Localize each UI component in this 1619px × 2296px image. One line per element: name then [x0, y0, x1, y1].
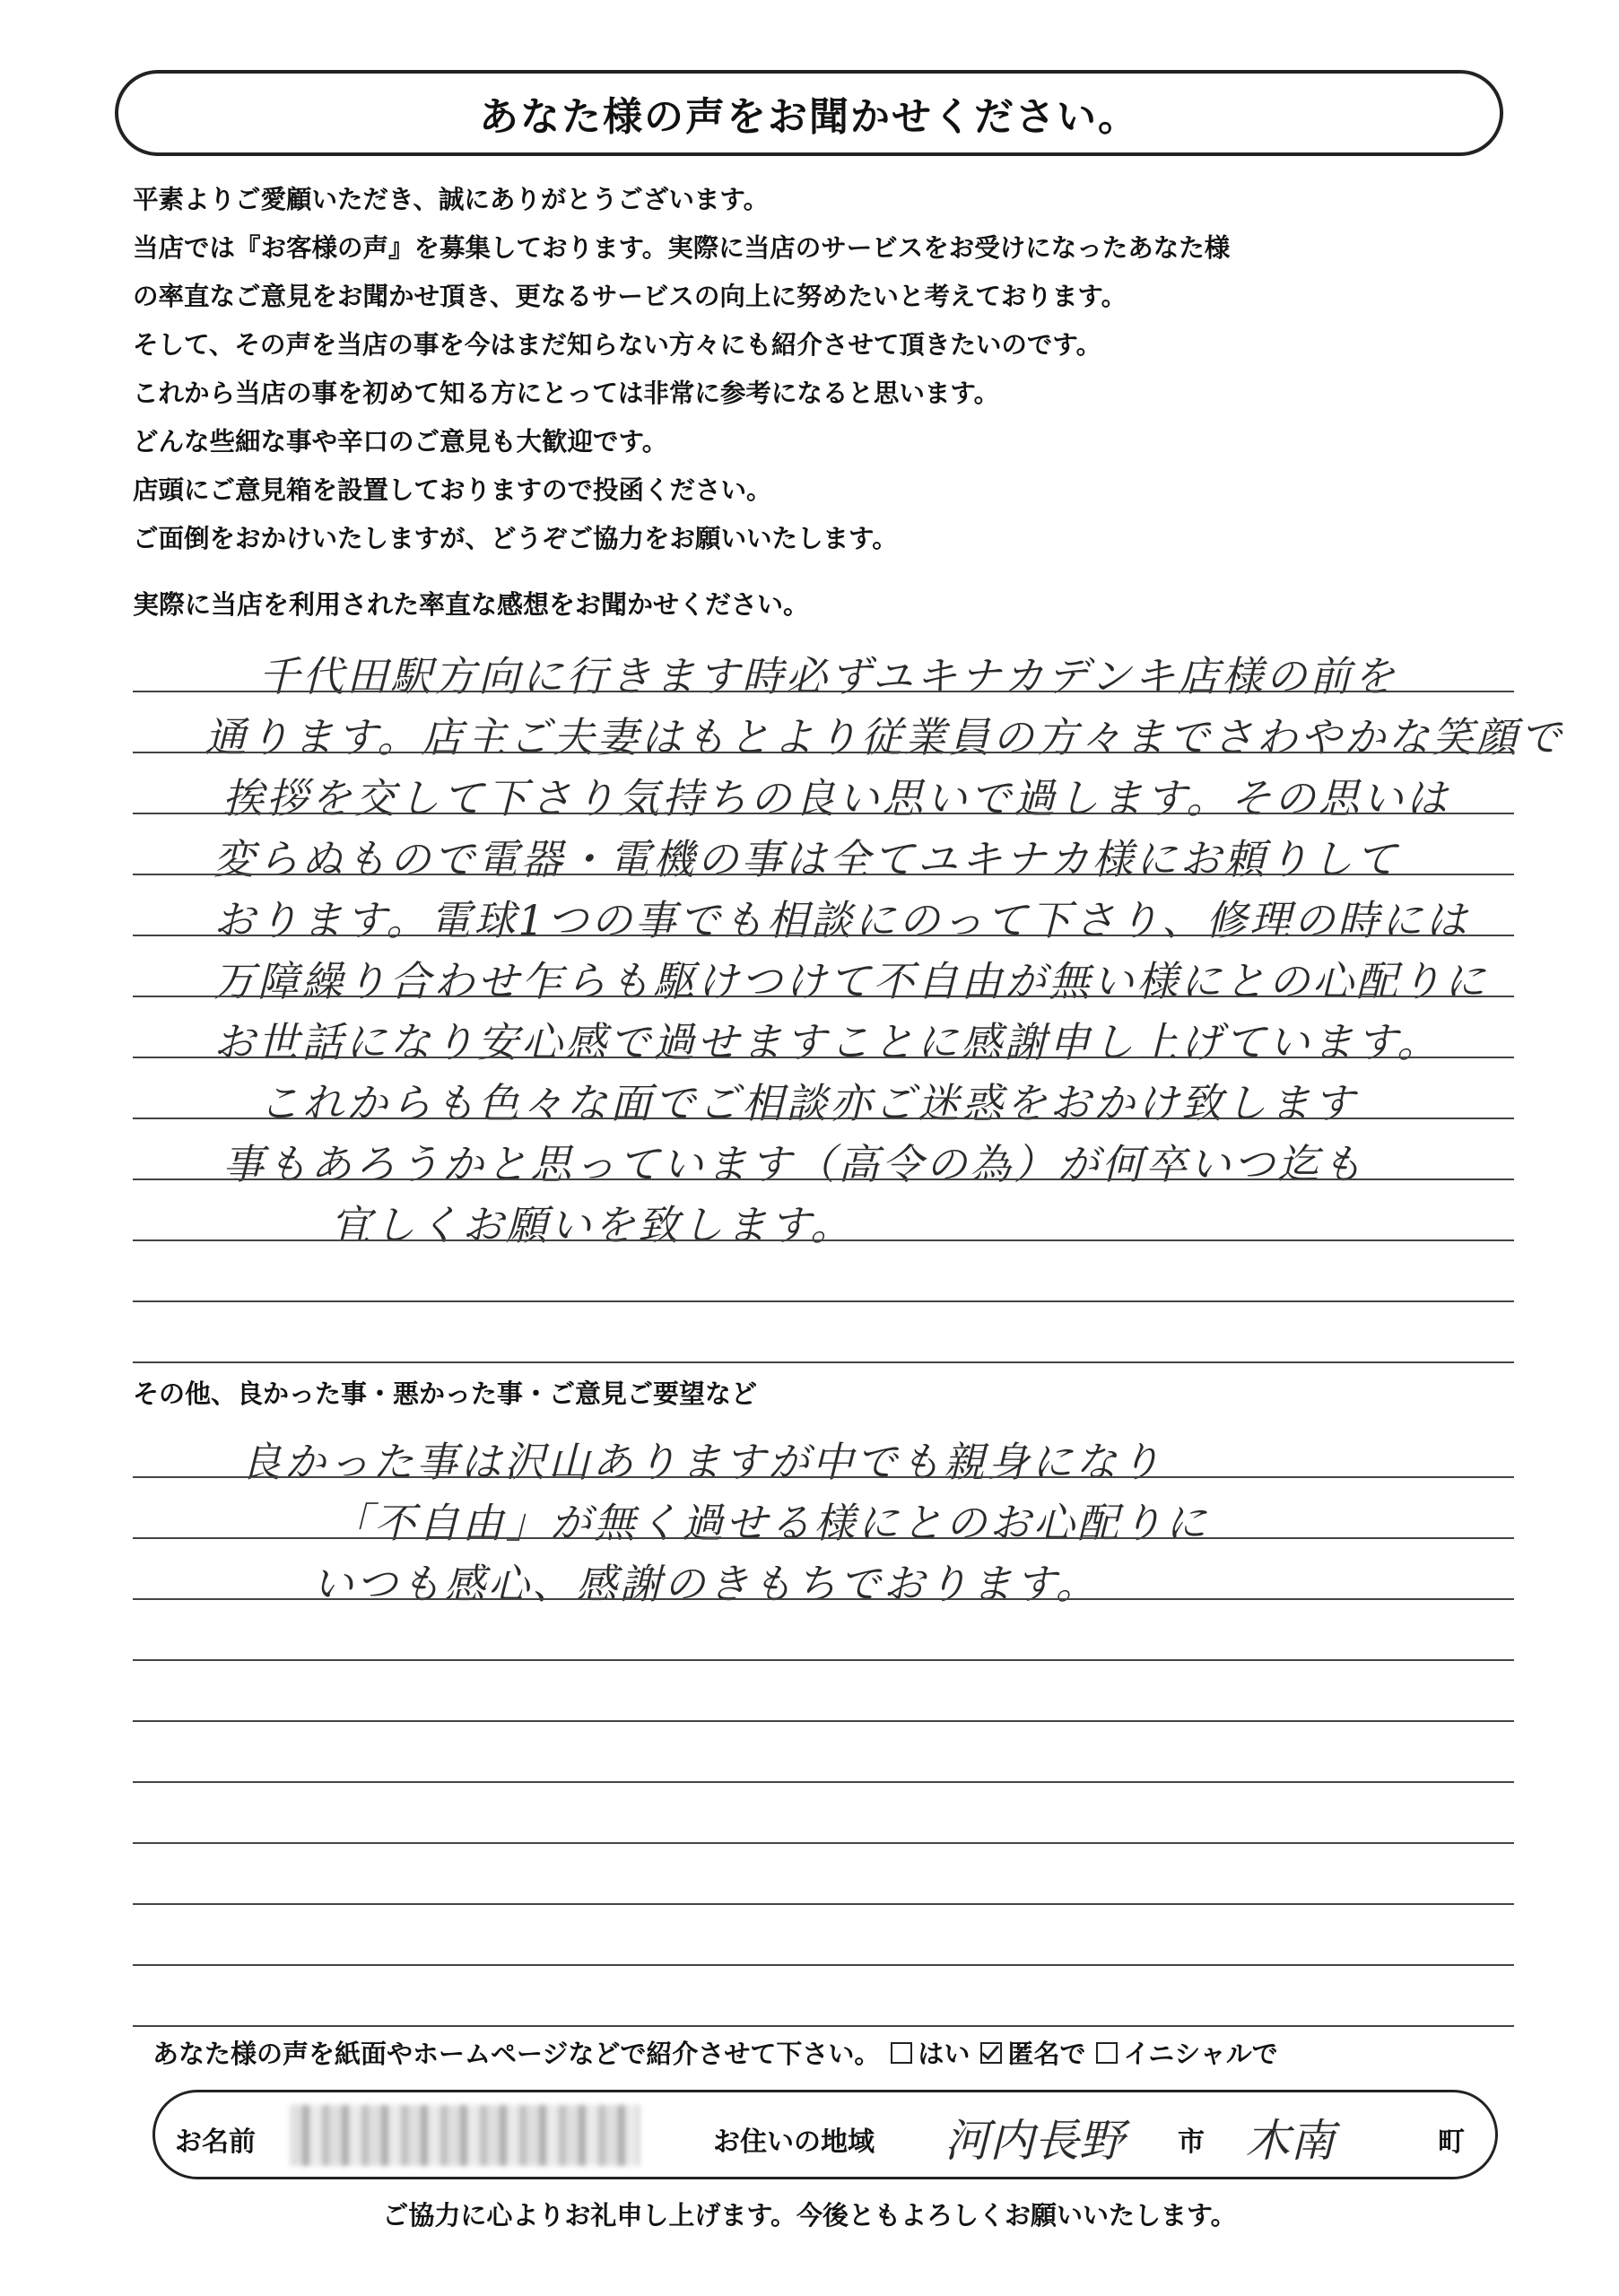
- handwritten-line: 挨拶を交して下さり気持ちの良い思いで過します。その思いは: [222, 774, 1450, 822]
- handwritten-line: 通ります。店主ご夫妻はもとより従業員の方々までさわやかな笑顔で: [205, 713, 1564, 761]
- city-value[interactable]: 河内長野: [944, 2115, 1124, 2167]
- handwritten-line: 宜しくお願いを致します。: [330, 1201, 855, 1249]
- section2-writing-area: [133, 1417, 1514, 2027]
- intro-line: ご面倒をおかけいたしますが、どうぞご協力をお願いいたします。: [133, 524, 898, 553]
- ruled-line: [133, 1300, 1514, 1302]
- info-box: [152, 2090, 1498, 2179]
- town-suffix: 町: [1438, 2126, 1465, 2158]
- handwritten-line: お世話になり安心感で過せますことに感謝申し上げています。: [213, 1018, 1441, 1066]
- consent-text: あなた様の声を紙面やホームページなどで紹介させて下さい。: [152, 2039, 881, 2069]
- ruled-line: [133, 1598, 1514, 1600]
- ruled-line: [133, 1903, 1514, 1905]
- city-suffix: 市: [1178, 2126, 1205, 2158]
- area-label: お住いの地域: [713, 2126, 875, 2158]
- ruled-line: [133, 874, 1514, 875]
- handwritten-line: 万障繰り合わせ乍らも駆けつけて不自由が無い様にとの心配りに: [213, 957, 1488, 1005]
- town-value[interactable]: 木南: [1245, 2115, 1335, 2167]
- ruled-line: [133, 2025, 1514, 2027]
- intro-line: 当店では『お客様の声』を募集しております。実際に当店のサービスをお受けになったあなた様: [133, 233, 1231, 263]
- ruled-line: [133, 1239, 1514, 1241]
- intro-line: これから当店の事を初めて知る方にとっては非常に参考になると思います。: [133, 378, 1000, 408]
- ruled-line: [133, 1476, 1514, 1478]
- ruled-line: [133, 1537, 1514, 1539]
- checkbox-yes[interactable]: [891, 2042, 912, 2064]
- intro-text: [133, 176, 1514, 563]
- ruled-line: [133, 1178, 1514, 1180]
- handwritten-line: おります。電球1つの事でも相談にのって下さり、修理の時には: [213, 896, 1470, 944]
- ruled-line: [133, 1964, 1514, 1966]
- ruled-line: [133, 752, 1514, 753]
- section2-label: その他、良かった事・悪かった事・ご意見ご要望など: [133, 1378, 758, 1409]
- option-initials-label: イニシャルで: [1123, 2039, 1278, 2069]
- handwritten-line: 千代田駅方向に行きます時必ずユキナカデンキ店様の前を: [258, 652, 1397, 700]
- ruled-line: [133, 1842, 1514, 1844]
- handwritten-line: 「不自由」が無く過せる様にとのお心配りに: [330, 1499, 1209, 1547]
- checkbox-initials[interactable]: [1096, 2042, 1118, 2064]
- consent-row: [152, 2034, 1278, 2071]
- ruled-line: [133, 935, 1514, 936]
- section1-label: 実際に当店を利用された率直な感想をお聞かせください。: [133, 589, 810, 620]
- ruled-line: [133, 996, 1514, 997]
- ruled-line: [133, 1781, 1514, 1783]
- page-title: あなた様の声をお聞かせください。: [115, 70, 1503, 156]
- intro-line: 平素よりご愛顧いただき、誠にありがとうございます。: [133, 185, 770, 214]
- ruled-line: [133, 1118, 1514, 1119]
- intro-line: そして、その声を当店の事を今はまだ知らない方々にも紹介させて頂きたいのです。: [133, 330, 1102, 360]
- handwritten-line: 変らぬもので電器・電機の事は全てユキナカ様にお頼りして: [213, 835, 1400, 883]
- handwritten-line: 事もあろうかと思っています（高令の為）が何卒いつ迄も: [222, 1140, 1365, 1188]
- ruled-line: [133, 691, 1514, 692]
- ruled-line: [133, 1720, 1514, 1722]
- handwritten-line: これからも色々な面でご相談亦ご迷惑をおかけ致します: [258, 1079, 1357, 1127]
- intro-line: の率直なご意見をお聞かせ頂き、更なるサービスの向上に努めたいと考えております。: [133, 282, 1127, 311]
- option-anonymous-label: 匿名で: [1007, 2039, 1086, 2069]
- option-yes-label: はい: [918, 2039, 971, 2069]
- footer-text: ご協力に心よりお礼申し上げます。今後ともよろしくお願いいたします。: [382, 2200, 1237, 2231]
- ruled-line: [133, 1361, 1514, 1363]
- ruled-line: [133, 1057, 1514, 1058]
- ruled-line: [133, 813, 1514, 814]
- section1-writing-area: [133, 628, 1564, 1363]
- checkbox-anonymous[interactable]: [980, 2042, 1002, 2064]
- name-label: お名前: [175, 2126, 256, 2158]
- intro-line: 店頭にご意見箱を設置しておりますので投函ください。: [133, 475, 772, 505]
- handwritten-line: 良かった事は沢山ありますが中でも親身になり: [240, 1438, 1163, 1486]
- handwritten-line: いつも感心、感謝のきもちでおります。: [312, 1560, 1100, 1608]
- ruled-line: [133, 1659, 1514, 1661]
- redacted-name-field[interactable]: [290, 2105, 640, 2166]
- intro-line: どんな些細な事や辛口のご意見も大歓迎です。: [133, 427, 668, 457]
